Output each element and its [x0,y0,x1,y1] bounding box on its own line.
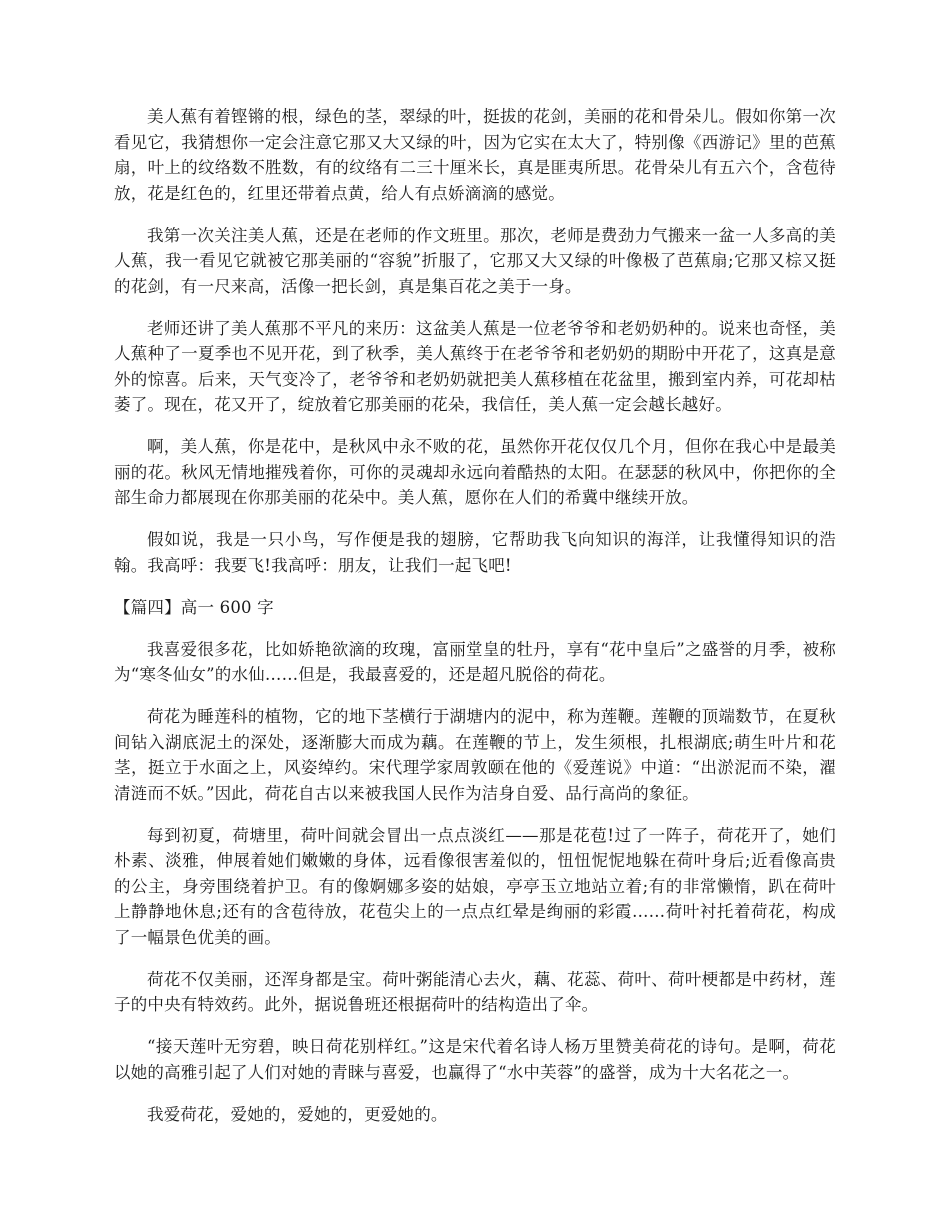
paragraph-9: 荷花不仅美丽，还浑身都是宝。荷叶粥能清心去火，藕、花蕊、荷叶、荷叶梗都是中药材，莲子的中央有特效药。此外，据说鲁班还根据荷叶的结构造出了伞。 [114,969,836,1014]
paragraph-10: “接天莲叶无穷碧，映日荷花别样红。”这是宋代着名诗人杨万里赞美荷花的诗句。是啊，荷花以她的高雅引起了人们对她的青睐与喜爱，也赢得了“水中芙蓉”的盛誉，成为十大名花之一。 [114,1037,836,1082]
paragraph-4: 啊，美人蕉，你是花中，是秋风中永不败的花，虽然你开花仅仅几个月，但你在我心中是最美丽的花。秋风无情地摧残着你，可你的灵魂却永远向着酷热的太阳。在瑟瑟的秋风中，你把你的全部生命力都展现在你那美丽的花朵中。美人蕉，愿你在人们的希冀中继续开放。 [114,437,836,507]
paragraph-2: 我第一次关注美人蕉，还是在老师的作文班里。那次，老师是费劲力气搬来一盆一人多高的美人蕉，我一看见它就被它那美丽的“容貌”折服了，它那又大又绿的叶像极了芭蕉扇;它那又棕又挺的花剑，有一尺来高，活像一把长剑，真是集百花之美于一身。 [114,225,836,296]
paragraph-6: 我喜爱很多花，比如娇艳欲滴的玫瑰，富丽堂皇的牡丹，享有“花中皇后”之盛誉的月季，被称为“寒冬仙女”的水仙……但是，我最喜爱的，还是超凡脱俗的荷花。 [114,639,836,684]
document-body [114,104,836,1144]
paragraph-7: 荷花为睡莲科的植物，它的地下茎横行于湖塘内的泥中，称为莲鞭。莲鞭的顶端数节，在夏秋间钻入湖底泥土的深处，逐渐膨大而成为藕。在莲鞭的节上，发生须根，扎根湖底;萌生叶片和花茎，挺立于水面之上，风姿绰约。宋代理学家周敦颐在他的《爱莲说》中道：“出淤泥而不染，濯清涟而不妖。”因此，荷花自古以来被我国人民作为洁身自爱、品行高尚的象征。 [114,707,836,803]
paragraph-5: 假如说，我是一只小鸟，写作便是我的翅膀，它帮助我飞向知识的海洋，让我懂得知识的浩翰。我高呼：我要飞!我高呼：朋友，让我们一起飞吧! [114,530,836,575]
paragraph-1: 美人蕉有着铿锵的根，绿色的茎，翠绿的叶，挺拔的花剑，美丽的花和骨朵儿。假如你第一次看见它，我猜想你一定会注意它那又大又绿的叶，因为它实在太大了，特别像《西游记》里的芭蕉扇，叶上的纹络数不胜数，有的纹络有二三十厘米长，真是匪夷所思。花骨朵儿有五六个，含苞待放，花是红色的，红里还带着点黄，给人有点娇滴滴的感觉。 [114,107,836,203]
paragraph-11: 我爱荷花，爱她的，爱她的，更爱她的。 [147,1104,448,1124]
section-heading: 【篇四】高一 600 字 [114,597,274,617]
paragraph-8: 每到初夏，荷塘里，荷叶间就会冒出一点点淡红——那是花苞!过了一阵子，荷花开了，她们朴素、淡雅，伸展着她们嫩嫩的身体，远看像很害羞似的，忸忸怩怩地躲在荷叶身后;近看像高贵的公主，身旁围绕着护卫。有的像婀娜多姿的姑娘，亭亭玉立地站立着;有的非常懒惰，趴在荷叶上静静地休息;还有的含苞待放，花苞尖上的一点点红晕是绚丽的彩霞……荷叶衬托着荷花，构成了一幅景色优美的画。 [114,825,836,947]
paragraph-3: 老师还讲了美人蕉那不平凡的来历：这盆美人蕉是一位老爷爷和老奶奶种的。说来也奇怪，美人蕉种了一夏季也不见开花，到了秋季，美人蕉终于在老爷爷和老奶奶的期盼中开花了，这真是意外的惊喜。后来，天气变冷了，老爷爷和老奶奶就把美人蕉移植在花盆里，搬到室内养，可花却枯萎了。现在，花又开了，绽放着它那美丽的花朵，我信任，美人蕉一定会越长越好。 [114,318,836,414]
